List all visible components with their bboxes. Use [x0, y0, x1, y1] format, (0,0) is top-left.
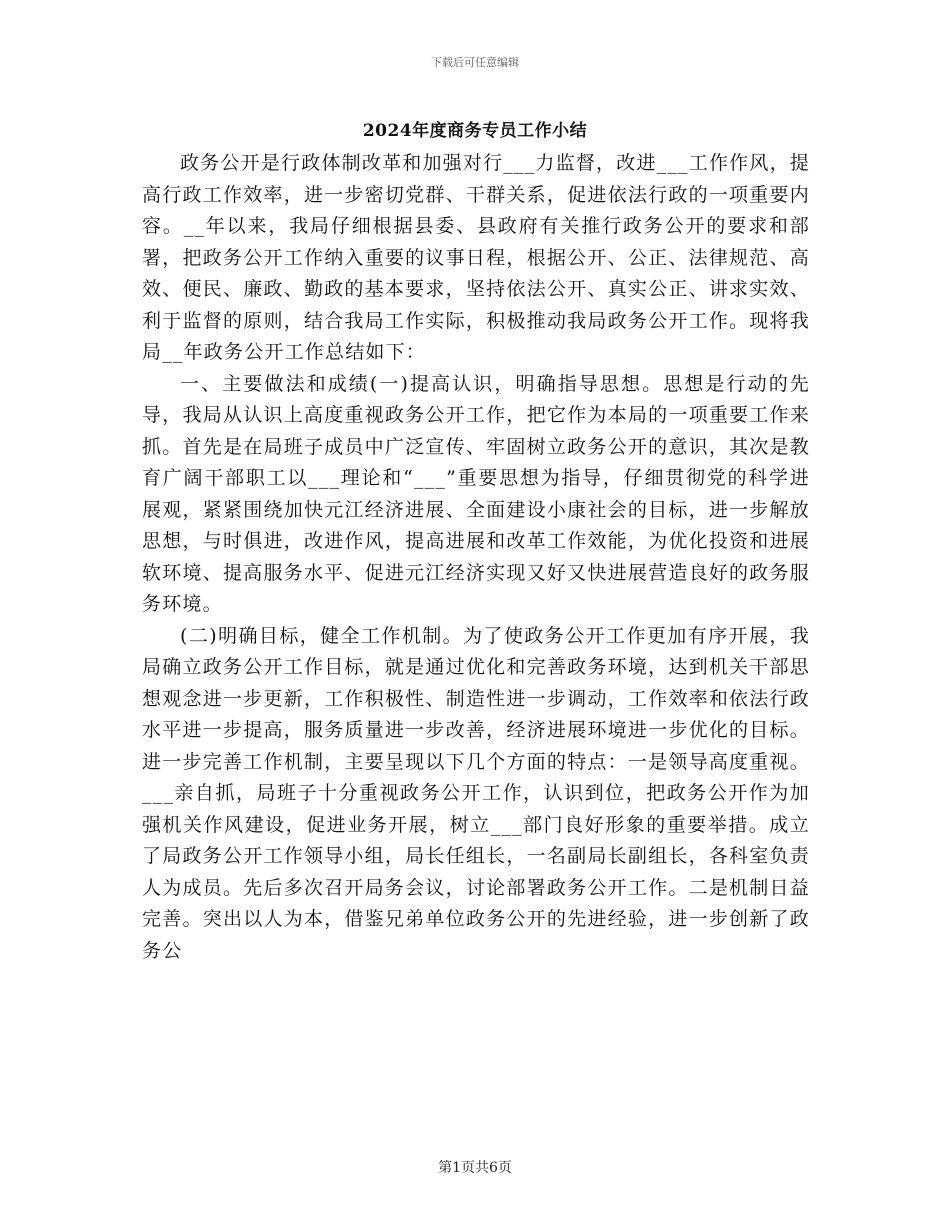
document-body [142, 148, 810, 967]
header-note: 下载后可任意编辑 [431, 56, 519, 69]
paragraph-section-one: 一、主要做法和成绩(一)提高认识，明确指导思想。思想是行动的先导，我局从认识上高度重视政务公开工作，把它作为本局的一项重要工作来抓。首先是在局班子成员中广泛宣传、牢固树立政务公开的意识，其次是教育广阔干部职工以___理论和“___”重要思想为指导，仔细贯彻党的科学进展观，紧紧围绕加快元江经济进展、全面建设小康社会的目标，进一步解放思想，与时俱进，改进作风，提高进展和改革工作效能，为优化投资和进展软环境、提高服务水平、促进元江经济实现又好又快进展营造良好的政务服务环境。 [142, 372, 810, 615]
page-footer: 第1页共6页 [438, 1160, 512, 1176]
document-title: 2024年度商务专员工作小结 [362, 121, 588, 141]
paragraph-section-two: (二)明确目标，健全工作机制。为了使政务公开工作更加有序开展，我局确立政务公开工作目标，就是通过优化和完善政务环境，达到机关干部思想观念进一步更新，工作积极性、制造性进一步调动，工作效率和依法行政水平进一步提高，服务质量进一步改善，经济进展环境进一步优化的目标。进一步完善工作机制，主要呈现以下几个方面的特点：一是领导高度重视。___亲自抓，局班子十分重视政务公开工作，认识到位，把政务公开作为加强机关作风建设，促进业务开展，树立___部门良好形象的重要举措。成立了局政务公开工作领导小组，局长任组长，一名副局长副组长，各科室负责人为成员。先后多次召开局务会议，讨论部署政务公开工作。二是机制日益完善。突出以人为本，借鉴兄弟单位政务公开的先进经验，进一步创新了政务公 [142, 624, 810, 962]
paragraph-intro: 政务公开是行政体制改革和加强对行___力监督，改进___工作作风，提高行政工作效率，进一步密切党群、干群关系，促进依法行政的一项重要内容。__年以来，我局仔细根据县委、县政府有关推行政务公开的要求和部署，把政务公开工作纳入重要的议事日程，根据公开、公正、法律规范、高效、便民、廉政、勤政的基本要求，坚持依法公开、真实公正、讲求实效、利于监督的原则，结合我局工作实际，积极推动我局政务公开工作。现将我局__年政务公开工作总结如下： [142, 152, 810, 363]
